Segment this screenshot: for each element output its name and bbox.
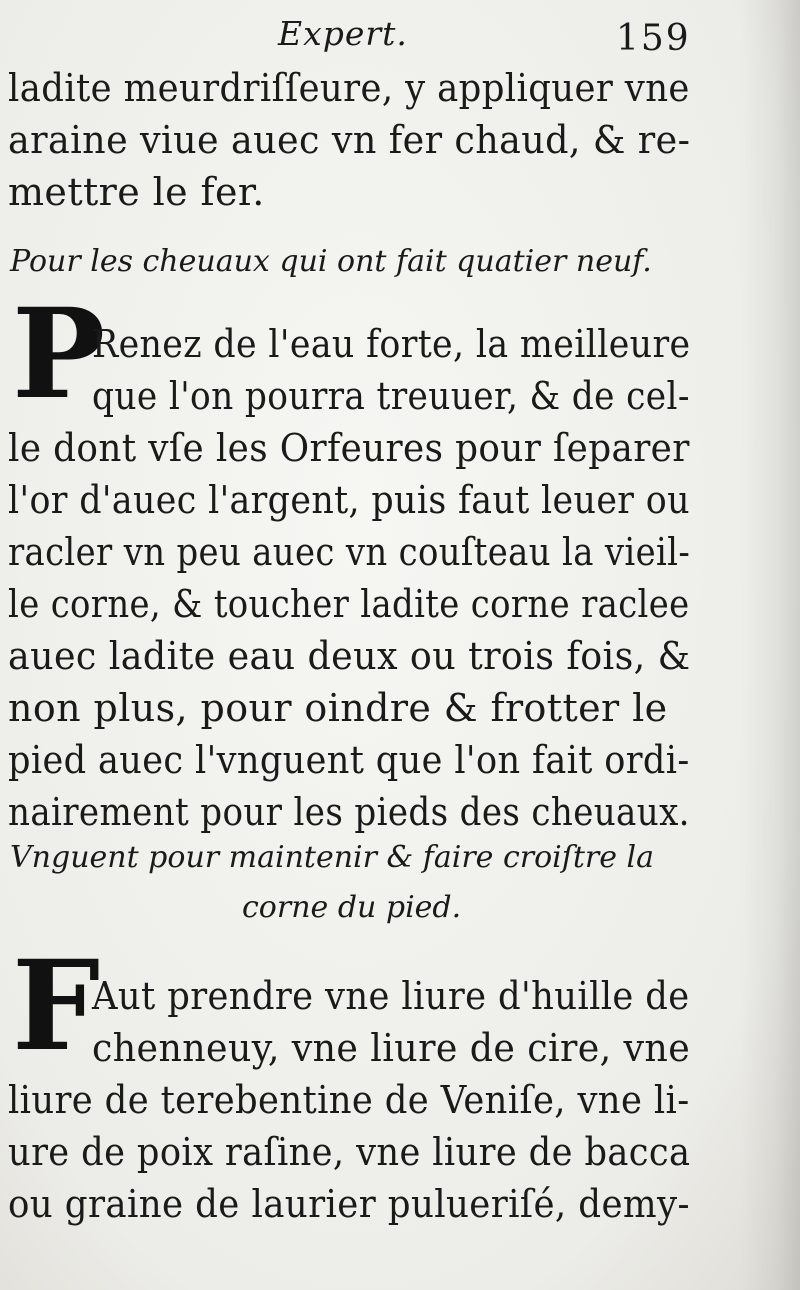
text-line: araine viue auec vn fer chaud, & re- xyxy=(8,118,691,162)
text-line: que l'on pourra treuuer, & de cel- xyxy=(92,374,690,418)
text-line: auec ladite eau deux ou trois fois, & xyxy=(8,634,691,678)
section-heading: Vnguent pour maintenir & faire croiſtre la xyxy=(10,840,655,875)
page-number: 159 xyxy=(616,18,691,59)
drop-capital: F xyxy=(12,934,101,1079)
text-line: nairement pour les pieds des cheuaux. xyxy=(8,790,690,834)
text-line: ladite meurdriſſeure, y appliquer vne xyxy=(8,66,690,110)
page-gutter-shadow xyxy=(740,0,800,1290)
text-line: chenneuy, vne liure de cire, vne xyxy=(92,1026,691,1070)
text-line: ou graine de laurier pulueriſé, demy- xyxy=(8,1182,690,1226)
text-line: ure de poix raſine, vne liure de bacca xyxy=(8,1130,691,1174)
text-line: Renez de l'eau forte, la meilleure xyxy=(92,322,691,366)
text-line: le corne, & toucher ladite corne raclee xyxy=(8,582,690,626)
drop-capital: P xyxy=(12,282,106,427)
text-line: liure de terebentine de Veniſe, vne li- xyxy=(8,1078,690,1122)
text-line: non plus, pour oindre & frotter le xyxy=(8,686,668,730)
text-line: le dont vſe les Orfeures pour ſeparer xyxy=(8,426,690,470)
text-line: Aut prendre vne liure d'huille de xyxy=(92,974,690,1018)
text-line: l'or d'auec l'argent, puis faut leuer ou xyxy=(8,478,690,522)
text-line: racler vn peu auec vn couſteau la vieil- xyxy=(8,530,691,574)
section-heading: Pour les cheuaux qui ont fait quatier neuf. xyxy=(10,244,652,279)
running-head: Expert. xyxy=(278,14,408,53)
text-line: pied auec l'vnguent que l'on fait ordi- xyxy=(8,738,690,782)
section-heading-continued: corne du pied. xyxy=(242,890,462,925)
text-line: mettre le fer. xyxy=(8,170,265,214)
page-header xyxy=(0,12,800,60)
